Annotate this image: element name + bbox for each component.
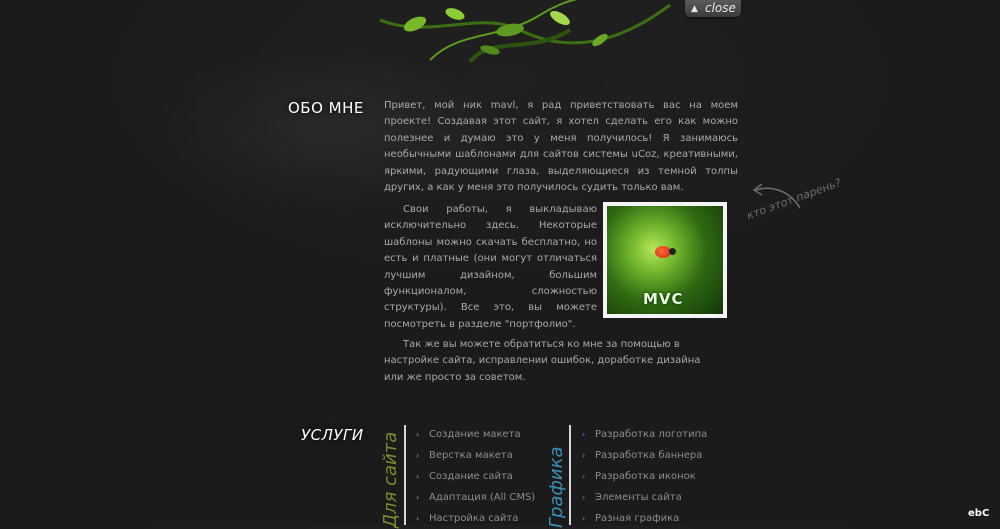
service-item[interactable]: › Создание сайта bbox=[416, 466, 535, 487]
services-title: УСЛУГИ bbox=[301, 426, 364, 444]
service-item[interactable]: › Настройка сайта bbox=[416, 508, 535, 529]
photo-logo-text: MVC bbox=[643, 290, 684, 308]
service-item[interactable]: › Адаптация (All CMS) bbox=[416, 487, 535, 508]
aside-note: кто этот парень? bbox=[745, 175, 844, 223]
services-col1-list bbox=[416, 424, 535, 529]
corner-watermark: ebC bbox=[968, 508, 990, 519]
service-item[interactable]: › Разная графика bbox=[582, 508, 707, 529]
bullet-arrow-icon: › bbox=[582, 493, 586, 502]
bullet-arrow-icon: › bbox=[416, 472, 420, 481]
service-item[interactable]: › Создание макета bbox=[416, 424, 535, 445]
bullet-arrow-icon: › bbox=[582, 430, 586, 439]
photo-image bbox=[607, 206, 723, 314]
services-col2-title: Графика bbox=[546, 446, 567, 528]
about-paragraph-2: Свои работы, я выкладываю исключительно здесь. Некоторые шаблоны можно скачать бесплатно, но есть и платные (они могут отличаться лучшим дизайном, большим функционалом, сложностью структуры). Все это, вы можете посмотреть в разделе "портфолио". bbox=[384, 204, 597, 330]
about-paragraph-3: Так же вы можете обратиться ко мне за помощью в настройке сайта, исправлении ошибок, доработке дизайна или же просто за советом. bbox=[384, 339, 701, 383]
service-item[interactable]: › Разработка иконок bbox=[582, 466, 707, 487]
column-divider bbox=[404, 425, 406, 525]
bullet-arrow-icon: › bbox=[582, 472, 586, 481]
bullet-arrow-icon: › bbox=[582, 514, 586, 523]
column-divider bbox=[569, 425, 571, 525]
vine-decoration bbox=[370, 0, 700, 62]
ladybug-icon bbox=[655, 246, 671, 258]
service-item[interactable]: › Верстка макета bbox=[416, 445, 535, 466]
bullet-arrow-icon: › bbox=[416, 430, 420, 439]
author-photo bbox=[603, 202, 727, 318]
bullet-arrow-icon: › bbox=[416, 493, 420, 502]
bullet-arrow-icon: › bbox=[582, 451, 586, 460]
close-button[interactable] bbox=[685, 0, 741, 17]
about-title: ОБО МНЕ bbox=[288, 99, 364, 117]
services-col1-title: Для сайта bbox=[380, 431, 401, 528]
service-item[interactable]: › Разработка баннера bbox=[582, 445, 707, 466]
service-item[interactable]: › Разработка логотипа bbox=[582, 424, 707, 445]
collapse-arrow-icon: ▲ bbox=[691, 4, 698, 14]
bullet-arrow-icon: › bbox=[416, 451, 420, 460]
bullet-arrow-icon: › bbox=[416, 514, 420, 523]
close-label: close bbox=[705, 1, 736, 15]
about-paragraph-1: Привет, мой ник mavl, я рад приветствовать вас на моем проекте! Создавая этот сайт, я хотел сделать его как можно полезнее и думаю это у меня получилось! Я занимаюсь необычными шаблонами для сайтов системы uCoz, креативными, яркими, радующими глаза, выделяющиеся из темной толпы других, а как у меня это получилось судить только вам. bbox=[384, 100, 738, 194]
services-col2-list bbox=[582, 424, 707, 529]
service-item[interactable]: › Элементы сайта bbox=[582, 487, 707, 508]
